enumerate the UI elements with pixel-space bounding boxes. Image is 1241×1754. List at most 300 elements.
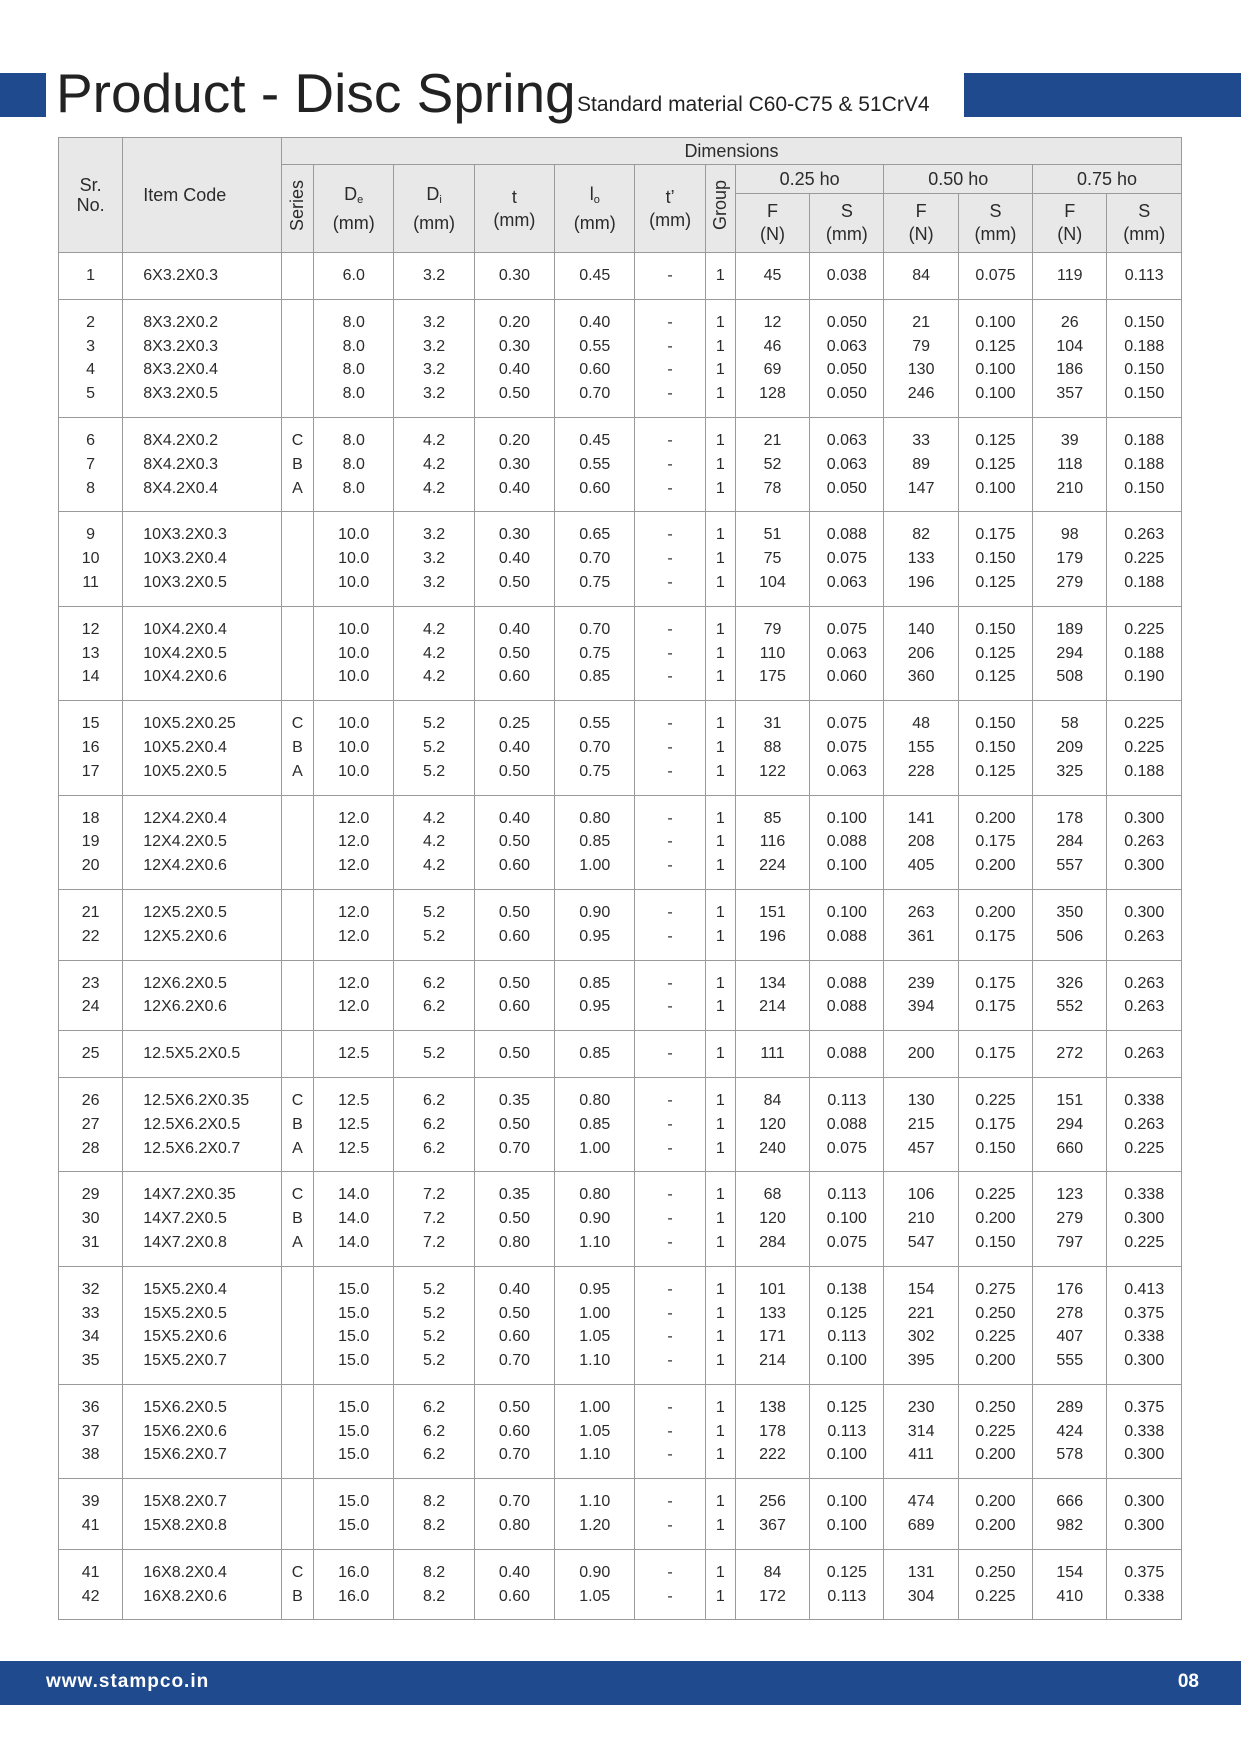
- row-group: [59, 417, 1182, 511]
- cell-s-050: 0.175: [958, 830, 1032, 854]
- cell-lo: 0.90: [555, 1561, 635, 1585]
- cell-f-075: 350: [1033, 901, 1107, 925]
- cell-f-025: 128: [735, 382, 809, 406]
- cell-sr-no: 30: [59, 1207, 123, 1231]
- cell-lo: 1.00: [555, 854, 635, 878]
- cell-f-025: 175: [735, 665, 809, 689]
- cell-de: 10.0: [314, 571, 394, 595]
- cell-f-050: 314: [884, 1420, 958, 1444]
- cell-t-prime: -: [635, 1089, 705, 1113]
- cell-t: 0.50: [474, 1042, 554, 1066]
- cell-f-075: 407: [1033, 1325, 1107, 1349]
- cell-item-code: 16X8.2X0.6: [123, 1585, 282, 1609]
- cell-f-050: 360: [884, 665, 958, 689]
- cell-f-075: 179: [1033, 547, 1107, 571]
- cell-t-prime: -: [635, 1420, 705, 1444]
- cell-s-050: 0.175: [958, 523, 1032, 547]
- cell-s-025: 0.113: [810, 1089, 884, 1113]
- cell-f-050: 547: [884, 1231, 958, 1255]
- cell-item-code: 15X6.2X0.6: [123, 1420, 282, 1444]
- cell-f-050: 395: [884, 1349, 958, 1373]
- col-header-group: Group: [705, 165, 735, 253]
- cell-t: 0.60: [474, 1585, 554, 1609]
- cell-sr-no: 16: [59, 736, 123, 760]
- cell-group: 1: [705, 995, 735, 1019]
- cell-f-050: 474: [884, 1490, 958, 1514]
- cell-item-code: 6X3.2X0.3: [123, 264, 282, 288]
- cell-item-code: 12X4.2X0.6: [123, 854, 282, 878]
- cell-s-075: 0.150: [1107, 311, 1182, 335]
- cell-t: 0.40: [474, 477, 554, 501]
- cell-f-050: 405: [884, 854, 958, 878]
- cell-de: 10.0: [314, 523, 394, 547]
- page-subtitle: Standard material C60-C75 & 51CrV4: [577, 93, 930, 116]
- cell-t-prime: -: [635, 1561, 705, 1585]
- cell-s-025: 0.125: [810, 1396, 884, 1420]
- cell-t: 0.60: [474, 1420, 554, 1444]
- cell-lo: 0.75: [555, 760, 635, 784]
- cell-s-025: 0.063: [810, 571, 884, 595]
- cell-f-025: 75: [735, 547, 809, 571]
- cell-di: 6.2: [394, 1089, 474, 1113]
- cell-di: 4.2: [394, 665, 474, 689]
- cell-f-050: 130: [884, 1089, 958, 1113]
- cell-group: 1: [705, 358, 735, 382]
- cell-s-050: 0.175: [958, 925, 1032, 949]
- cell-t: 0.50: [474, 901, 554, 925]
- cell-t: 0.40: [474, 736, 554, 760]
- cell-t: 0.50: [474, 642, 554, 666]
- cell-s-075: 0.300: [1107, 1490, 1182, 1514]
- cell-s-050: 0.250: [958, 1396, 1032, 1420]
- cell-s-075: 0.263: [1107, 830, 1182, 854]
- cell-t-prime: -: [635, 1514, 705, 1538]
- group-spacer: [59, 795, 1182, 807]
- cell-f-050: 155: [884, 736, 958, 760]
- cell-f-050: 221: [884, 1302, 958, 1326]
- cell-sr-no: 35: [59, 1349, 123, 1373]
- cell-t: 0.70: [474, 1349, 554, 1373]
- cell-s-075: 0.188: [1107, 429, 1182, 453]
- cell-series: [281, 1514, 313, 1538]
- cell-sr-no: 34: [59, 1325, 123, 1349]
- cell-de: 10.0: [314, 665, 394, 689]
- cell-s-075: 0.263: [1107, 1042, 1182, 1066]
- cell-series: B: [281, 453, 313, 477]
- cell-series: B: [281, 1207, 313, 1231]
- cell-series: [281, 1443, 313, 1467]
- cell-s-075: 0.263: [1107, 972, 1182, 996]
- cell-f-050: 89: [884, 453, 958, 477]
- cell-f-025: 240: [735, 1137, 809, 1161]
- cell-item-code: 12X5.2X0.5: [123, 901, 282, 925]
- cell-sr-no: 5: [59, 382, 123, 406]
- cell-de: 12.0: [314, 854, 394, 878]
- cell-di: 6.2: [394, 1443, 474, 1467]
- cell-di: 5.2: [394, 736, 474, 760]
- table-row: [59, 665, 1182, 689]
- cell-s-025: 0.113: [810, 1183, 884, 1207]
- cell-sr-no: 41: [59, 1561, 123, 1585]
- cell-s-025: 0.063: [810, 453, 884, 477]
- cell-sr-no: 2: [59, 311, 123, 335]
- cell-f-075: 289: [1033, 1396, 1107, 1420]
- cell-sr-no: 15: [59, 712, 123, 736]
- cell-t-prime: -: [635, 1278, 705, 1302]
- cell-s-050: 0.150: [958, 547, 1032, 571]
- cell-lo: 1.00: [555, 1302, 635, 1326]
- cell-t: 0.40: [474, 807, 554, 831]
- cell-group: 1: [705, 1490, 735, 1514]
- cell-f-075: 552: [1033, 995, 1107, 1019]
- cell-series: [281, 571, 313, 595]
- cell-f-025: 284: [735, 1231, 809, 1255]
- cell-lo: 1.05: [555, 1325, 635, 1349]
- cell-s-075: 0.150: [1107, 477, 1182, 501]
- cell-s-025: 0.088: [810, 523, 884, 547]
- cell-s-025: 0.100: [810, 901, 884, 925]
- cell-t-prime: -: [635, 264, 705, 288]
- row-group: [59, 1031, 1182, 1078]
- cell-f-050: 246: [884, 382, 958, 406]
- cell-group: 1: [705, 1231, 735, 1255]
- table-row: [59, 736, 1182, 760]
- cell-group: 1: [705, 311, 735, 335]
- cell-series: A: [281, 760, 313, 784]
- cell-s-050: 0.200: [958, 1514, 1032, 1538]
- cell-s-075: 0.375: [1107, 1396, 1182, 1420]
- row-group: [59, 299, 1182, 417]
- cell-s-025: 0.125: [810, 1561, 884, 1585]
- cell-di: 5.2: [394, 760, 474, 784]
- footer-website-link[interactable]: www.stampco.in: [46, 1671, 210, 1692]
- cell-s-025: 0.075: [810, 1231, 884, 1255]
- cell-s-075: 0.338: [1107, 1325, 1182, 1349]
- cell-group: 1: [705, 642, 735, 666]
- table-row: [59, 972, 1182, 996]
- cell-f-050: 302: [884, 1325, 958, 1349]
- cell-s-075: 0.190: [1107, 665, 1182, 689]
- table-row: [59, 642, 1182, 666]
- table-row: [59, 1443, 1182, 1467]
- cell-s-075: 0.338: [1107, 1585, 1182, 1609]
- cell-f-025: 256: [735, 1490, 809, 1514]
- cell-item-code: 14X7.2X0.8: [123, 1231, 282, 1255]
- cell-t: 0.70: [474, 1490, 554, 1514]
- cell-lo: 1.20: [555, 1514, 635, 1538]
- cell-s-075: 0.413: [1107, 1278, 1182, 1302]
- col-header-item-code: Item Code: [123, 138, 282, 253]
- cell-sr-no: 7: [59, 453, 123, 477]
- cell-lo: 0.70: [555, 382, 635, 406]
- cell-lo: 0.60: [555, 358, 635, 382]
- group-spacer: [59, 1160, 1182, 1172]
- cell-item-code: 15X5.2X0.5: [123, 1302, 282, 1326]
- cell-t: 0.30: [474, 264, 554, 288]
- table-row: [59, 807, 1182, 831]
- cell-f-025: 78: [735, 477, 809, 501]
- cell-sr-no: 4: [59, 358, 123, 382]
- cell-t-prime: -: [635, 429, 705, 453]
- cell-lo: 0.85: [555, 972, 635, 996]
- cell-lo: 0.80: [555, 1089, 635, 1113]
- cell-group: 1: [705, 571, 735, 595]
- cell-item-code: 10X4.2X0.6: [123, 665, 282, 689]
- cell-f-075: 410: [1033, 1585, 1107, 1609]
- col-header-series: Series: [281, 165, 313, 253]
- cell-t-prime: -: [635, 1231, 705, 1255]
- col-header-s-075: S (mm): [1107, 194, 1182, 253]
- cell-f-075: 326: [1033, 972, 1107, 996]
- cell-de: 15.0: [314, 1278, 394, 1302]
- cell-t: 0.60: [474, 995, 554, 1019]
- table-row: [59, 760, 1182, 784]
- cell-s-050: 0.225: [958, 1183, 1032, 1207]
- cell-s-075: 0.188: [1107, 760, 1182, 784]
- cell-s-050: 0.125: [958, 453, 1032, 477]
- cell-f-075: 506: [1033, 925, 1107, 949]
- col-header-ho-050: 0.50 ho: [884, 165, 1033, 194]
- cell-sr-no: 31: [59, 1231, 123, 1255]
- cell-f-050: 79: [884, 335, 958, 359]
- cell-s-025: 0.113: [810, 1585, 884, 1609]
- cell-sr-no: 39: [59, 1490, 123, 1514]
- cell-f-025: 171: [735, 1325, 809, 1349]
- cell-sr-no: 23: [59, 972, 123, 996]
- cell-sr-no: 38: [59, 1443, 123, 1467]
- cell-s-075: 0.375: [1107, 1302, 1182, 1326]
- cell-series: [281, 1420, 313, 1444]
- cell-group: 1: [705, 665, 735, 689]
- cell-t-prime: -: [635, 995, 705, 1019]
- cell-t-prime: -: [635, 1302, 705, 1326]
- cell-s-050: 0.075: [958, 264, 1032, 288]
- cell-f-025: 45: [735, 264, 809, 288]
- cell-t: 0.25: [474, 712, 554, 736]
- cell-f-025: 116: [735, 830, 809, 854]
- cell-sr-no: 10: [59, 547, 123, 571]
- cell-sr-no: 37: [59, 1420, 123, 1444]
- cell-f-050: 304: [884, 1585, 958, 1609]
- cell-sr-no: 6: [59, 429, 123, 453]
- cell-item-code: 14X7.2X0.35: [123, 1183, 282, 1207]
- cell-item-code: 14X7.2X0.5: [123, 1207, 282, 1231]
- cell-sr-no: 14: [59, 665, 123, 689]
- cell-lo: 0.85: [555, 665, 635, 689]
- cell-de: 14.0: [314, 1207, 394, 1231]
- cell-di: 4.2: [394, 618, 474, 642]
- group-spacer: [59, 299, 1182, 311]
- cell-de: 8.0: [314, 477, 394, 501]
- group-spacer: [59, 878, 1182, 890]
- cell-sr-no: 21: [59, 901, 123, 925]
- table-row: [59, 264, 1182, 288]
- cell-f-075: 39: [1033, 429, 1107, 453]
- cell-group: 1: [705, 1089, 735, 1113]
- group-spacer: [59, 417, 1182, 429]
- cell-f-025: 21: [735, 429, 809, 453]
- cell-s-050: 0.125: [958, 642, 1032, 666]
- cell-f-050: 48: [884, 712, 958, 736]
- cell-series: [281, 642, 313, 666]
- cell-s-025: 0.050: [810, 477, 884, 501]
- group-spacer: [59, 1255, 1182, 1267]
- table-row: [59, 358, 1182, 382]
- cell-lo: 0.90: [555, 901, 635, 925]
- cell-lo: 0.55: [555, 335, 635, 359]
- cell-f-075: 508: [1033, 665, 1107, 689]
- row-group: [59, 253, 1182, 300]
- cell-t: 0.40: [474, 547, 554, 571]
- cell-de: 12.0: [314, 995, 394, 1019]
- cell-de: 15.0: [314, 1325, 394, 1349]
- cell-t: 0.30: [474, 335, 554, 359]
- cell-s-025: 0.075: [810, 736, 884, 760]
- cell-item-code: 15X5.2X0.6: [123, 1325, 282, 1349]
- cell-f-025: 151: [735, 901, 809, 925]
- cell-lo: 1.10: [555, 1349, 635, 1373]
- cell-f-075: 186: [1033, 358, 1107, 382]
- col-header-lo: $l_o$ (mm): [555, 165, 635, 253]
- cell-t: 0.70: [474, 1443, 554, 1467]
- cell-de: 12.5: [314, 1089, 394, 1113]
- cell-item-code: 15X8.2X0.8: [123, 1514, 282, 1538]
- cell-group: 1: [705, 1302, 735, 1326]
- cell-f-025: 68: [735, 1183, 809, 1207]
- row-group: [59, 795, 1182, 889]
- cell-lo: 1.00: [555, 1137, 635, 1161]
- cell-s-075: 0.225: [1107, 1231, 1182, 1255]
- cell-t: 0.60: [474, 925, 554, 949]
- cell-di: 5.2: [394, 1302, 474, 1326]
- cell-di: 3.2: [394, 264, 474, 288]
- cell-s-050: 0.200: [958, 1443, 1032, 1467]
- cell-f-075: 104: [1033, 335, 1107, 359]
- cell-f-050: 106: [884, 1183, 958, 1207]
- cell-s-075: 0.300: [1107, 807, 1182, 831]
- cell-s-050: 0.200: [958, 1490, 1032, 1514]
- cell-f-050: 131: [884, 1561, 958, 1585]
- cell-s-050: 0.175: [958, 1042, 1032, 1066]
- cell-s-050: 0.225: [958, 1420, 1032, 1444]
- cell-group: 1: [705, 1396, 735, 1420]
- cell-item-code: 8X4.2X0.4: [123, 477, 282, 501]
- cell-group: 1: [705, 335, 735, 359]
- cell-t: 0.50: [474, 1207, 554, 1231]
- table-row: [59, 1183, 1182, 1207]
- cell-sr-no: 18: [59, 807, 123, 831]
- cell-group: 1: [705, 712, 735, 736]
- cell-f-075: 982: [1033, 1514, 1107, 1538]
- cell-lo: 0.55: [555, 712, 635, 736]
- cell-de: 6.0: [314, 264, 394, 288]
- cell-item-code: 15X6.2X0.7: [123, 1443, 282, 1467]
- cell-lo: 0.40: [555, 311, 635, 335]
- cell-de: 10.0: [314, 760, 394, 784]
- cell-series: [281, 665, 313, 689]
- cell-s-075: 0.338: [1107, 1183, 1182, 1207]
- cell-s-025: 0.038: [810, 264, 884, 288]
- cell-item-code: 10X4.2X0.5: [123, 642, 282, 666]
- cell-series: [281, 311, 313, 335]
- col-header-dimensions: Dimensions: [281, 138, 1181, 165]
- cell-series: C: [281, 712, 313, 736]
- cell-group: 1: [705, 925, 735, 949]
- cell-t: 0.50: [474, 972, 554, 996]
- cell-item-code: 10X3.2X0.4: [123, 547, 282, 571]
- cell-s-075: 0.188: [1107, 642, 1182, 666]
- cell-s-075: 0.300: [1107, 1443, 1182, 1467]
- table-row: [59, 1113, 1182, 1137]
- cell-de: 15.0: [314, 1349, 394, 1373]
- cell-lo: 0.70: [555, 736, 635, 760]
- cell-s-025: 0.100: [810, 1514, 884, 1538]
- cell-f-075: 278: [1033, 1302, 1107, 1326]
- cell-de: 8.0: [314, 382, 394, 406]
- cell-f-025: 52: [735, 453, 809, 477]
- cell-series: A: [281, 1231, 313, 1255]
- cell-di: 8.2: [394, 1561, 474, 1585]
- cell-sr-no: 28: [59, 1137, 123, 1161]
- cell-s-050: 0.250: [958, 1561, 1032, 1585]
- table-row: [59, 1585, 1182, 1609]
- cell-f-025: 122: [735, 760, 809, 784]
- table-row: [59, 995, 1182, 1019]
- cell-s-050: 0.250: [958, 1302, 1032, 1326]
- row-group: [59, 889, 1182, 960]
- cell-s-025: 0.088: [810, 972, 884, 996]
- cell-sr-no: 24: [59, 995, 123, 1019]
- cell-lo: 0.85: [555, 1042, 635, 1066]
- cell-s-025: 0.100: [810, 1490, 884, 1514]
- cell-t-prime: -: [635, 335, 705, 359]
- cell-f-025: 101: [735, 1278, 809, 1302]
- group-spacer: [59, 689, 1182, 701]
- col-header-s-050: S (mm): [958, 194, 1032, 253]
- cell-lo: 1.05: [555, 1585, 635, 1609]
- table-row: [59, 1490, 1182, 1514]
- cell-t-prime: -: [635, 665, 705, 689]
- table-row: [59, 854, 1182, 878]
- group-spacer: [59, 784, 1182, 796]
- cell-lo: 0.45: [555, 429, 635, 453]
- col-header-di: $D_i$ (mm): [394, 165, 474, 253]
- cell-f-025: 104: [735, 571, 809, 595]
- cell-s-025: 0.113: [810, 1325, 884, 1349]
- cell-group: 1: [705, 1585, 735, 1609]
- cell-item-code: 8X4.2X0.3: [123, 453, 282, 477]
- cell-t-prime: -: [635, 1325, 705, 1349]
- cell-de: 15.0: [314, 1420, 394, 1444]
- cell-s-050: 0.225: [958, 1585, 1032, 1609]
- row-group: [59, 606, 1182, 700]
- cell-group: 1: [705, 1183, 735, 1207]
- cell-s-050: 0.125: [958, 429, 1032, 453]
- cell-s-050: 0.125: [958, 760, 1032, 784]
- cell-lo: 1.00: [555, 1396, 635, 1420]
- table-row: [59, 1042, 1182, 1066]
- cell-s-025: 0.100: [810, 807, 884, 831]
- cell-group: 1: [705, 1207, 735, 1231]
- cell-f-075: 325: [1033, 760, 1107, 784]
- table-row: [59, 429, 1182, 453]
- cell-s-025: 0.050: [810, 358, 884, 382]
- table-row: [59, 712, 1182, 736]
- cell-f-050: 208: [884, 830, 958, 854]
- cell-lo: 1.10: [555, 1490, 635, 1514]
- cell-de: 16.0: [314, 1561, 394, 1585]
- cell-series: [281, 1278, 313, 1302]
